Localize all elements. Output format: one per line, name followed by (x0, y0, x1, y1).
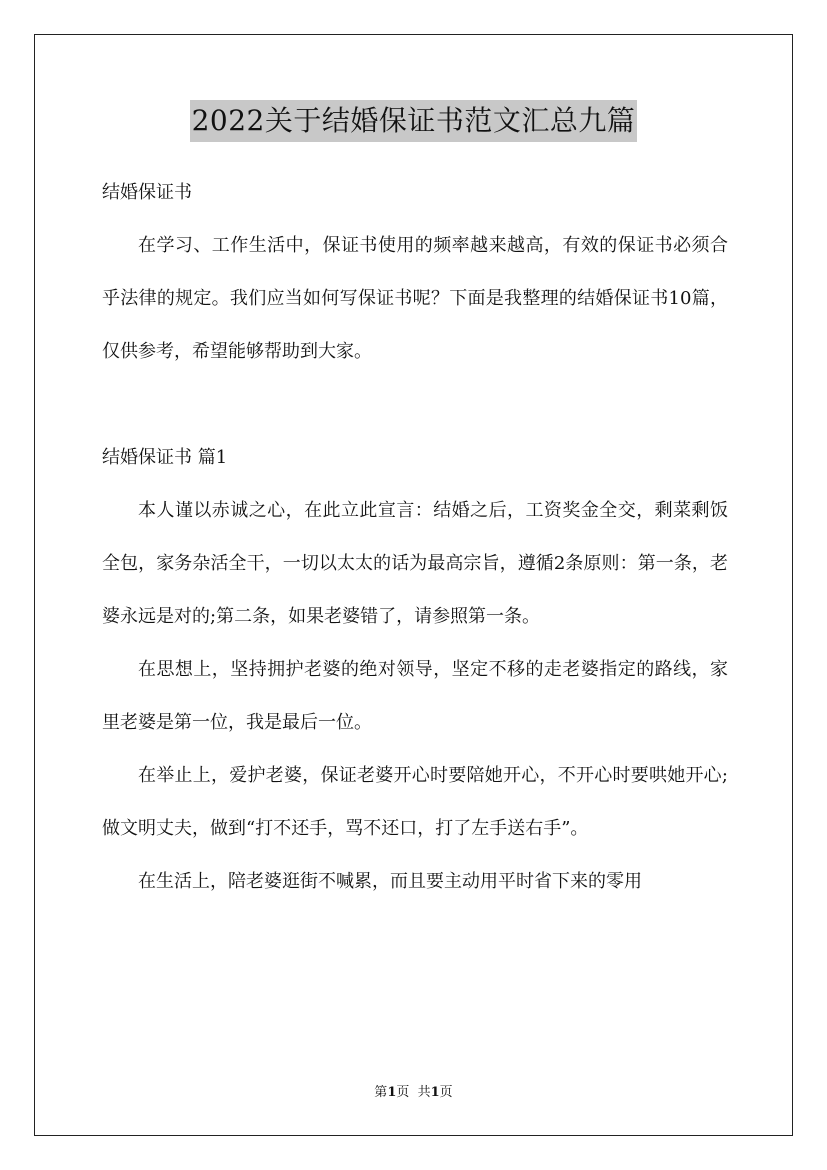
intro-paragraph: 在学习、工作生活中，保证书使用的频率越来越高，有效的保证书必须合乎法律的规定。我们应当如何写保证书呢？下面是我整理的结婚保证书10篇，仅供参考，希望能够帮助到大家。 (102, 235, 728, 362)
footer-page-total: 1 (430, 1085, 440, 1100)
page-footer (0, 1083, 827, 1103)
footer-page-mid: 页 共 (396, 1085, 431, 1100)
document-title: 2022关于结婚保证书范文汇总九篇 (190, 100, 638, 142)
footer-page-number: 1 (387, 1085, 397, 1100)
paragraph-gap (102, 378, 728, 431)
section-heading: 结婚保证书 篇1 (102, 447, 228, 468)
title-wrapper (0, 100, 827, 142)
body-paragraph: 在思想上，坚持拥护老婆的绝对领导，坚定不移的走老婆指定的路线，家里老婆是第一位，我是最后一位。 (102, 659, 728, 733)
body-paragraph: 在生活上，陪老婆逛街不喊累，而且要主动用平时省下来的零用 (138, 871, 642, 892)
document-body (102, 166, 728, 908)
document-heading: 结婚保证书 (102, 182, 192, 203)
body-paragraph: 在举止上，爱护老婆，保证老婆开心时要陪她开心，不开心时要哄她开心;做文明丈夫，做到“打不还手，骂不还口，打了左手送右手”。 (102, 765, 728, 839)
body-paragraph: 本人谨以赤诚之心，在此立此宣言：结婚之后，工资奖金全交，剩菜剩饭全包，家务杂活全干，一切以太太的话为最高宗旨，遵循2条原则：第一条，老婆永远是对的;第二条，如果老婆错了，请参照第一条。 (102, 500, 728, 627)
footer-page-suffix: 页 (439, 1085, 453, 1100)
footer-page-prefix: 第 (374, 1085, 388, 1100)
